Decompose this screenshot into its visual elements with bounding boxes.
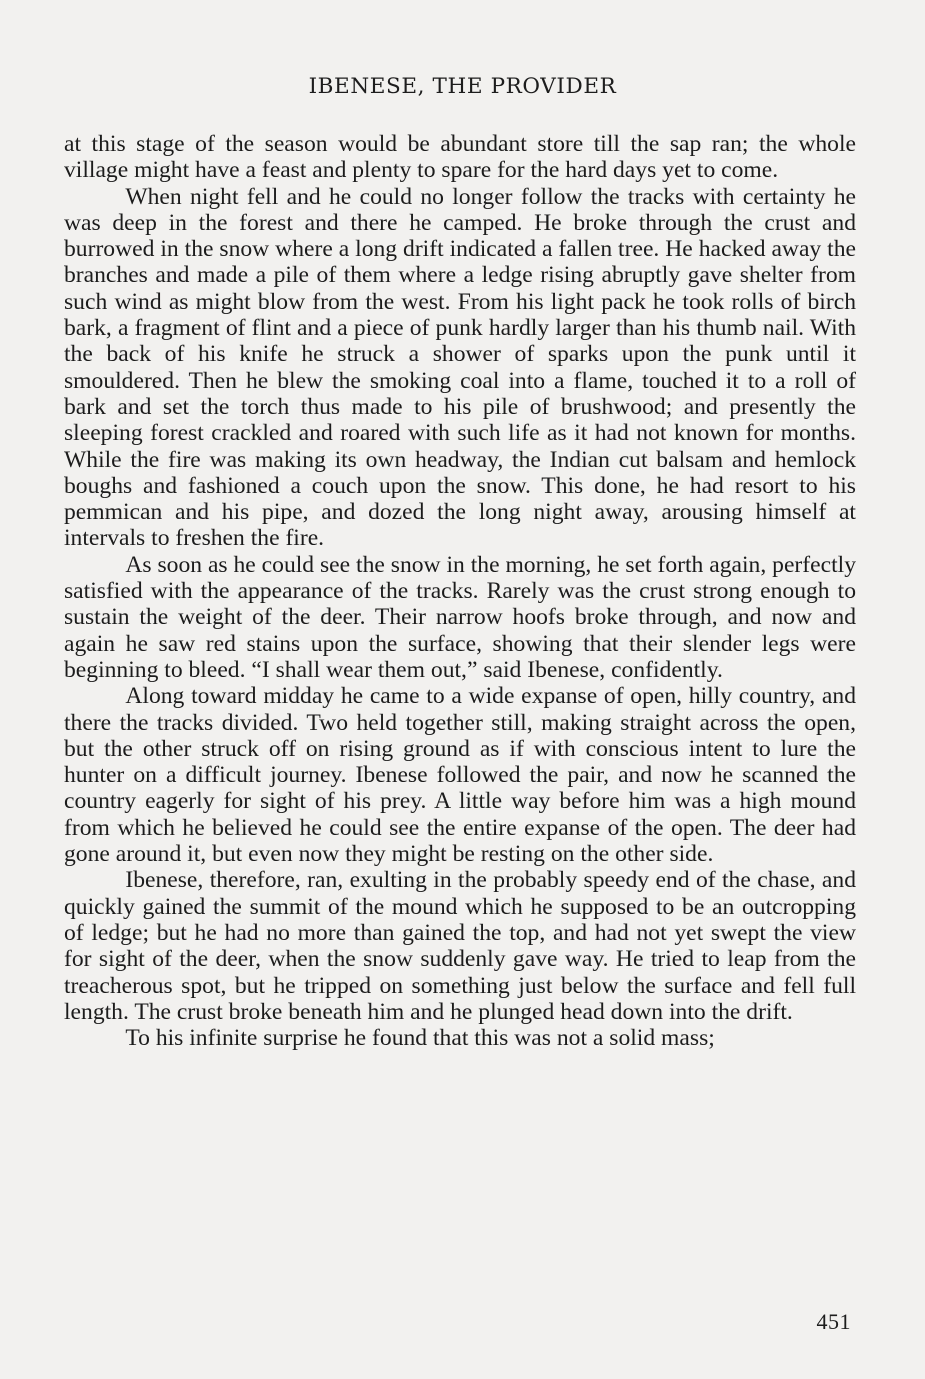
paragraph-5: Ibenese, therefore, ran, exulting in the probably speedy end of the chase, and quickly gained the summit of the mound which he supposed to be an outcropping of ledge; but he had no more than gained the top, and had not yet swept the view for sight of the deer, when the snow suddenly gave way. He tried to leap from the treacherous spot, but he tripped on something just below the surface and fell full length. The crust broke beneath him and he plunged head down into the drift.	[64, 867, 856, 1025]
body-text	[64, 131, 856, 1051]
paragraph-1: at this stage of the season would be abundant store till the sap ran; the whole village might have a feast and plenty to spare for the hard days yet to come.	[64, 131, 856, 184]
page-number: 451	[816, 1309, 851, 1334]
running-head: IBENESE, THE PROVIDER	[308, 74, 617, 99]
paragraph-6: To his infinite surprise he found that this was not a solid mass;	[125, 1025, 715, 1052]
paragraph-2: When night fell and he could no longer follow the tracks with certainty he was deep in the forest and there he camped. He broke through the crust and burrowed in the snow where a long drift indicated a fallen tree. He hacked away the branches and made a pile of them where a ledge rising abruptly gave shelter from such wind as might blow from the west. From his light pack he took rolls of birch bark, a fragment of flint and a piece of punk hardly larger than his thumb nail. With the back of his knife he struck a shower of sparks upon the punk until it smouldered. Then he blew the smoking coal into a flame, touched it to a roll of bark and set the torch thus made to his pile of brushwood; and presently the sleeping forest crackled and roared with such life as it had not known for months. While the fire was making its own headway, the Indian cut balsam and hemlock boughs and fashioned a couch upon the snow. This done, he had resort to his pemmican and his pipe, and dozed the long night away, arousing himself at intervals to freshen the fire.	[64, 183, 856, 552]
paragraph-3: As soon as he could see the snow in the morning, he set forth again, perfectly satisfied with the appearance of the tracks. Rarely was the crust strong enough to sustain the weight of the deer. Their narrow hoofs broke through, and now and again he saw red stains upon the surface, showing that their slender legs were beginning to bleed. “I shall wear them out,” said Ibenese, confidently.	[64, 551, 856, 683]
paragraph-4: Along toward midday he came to a wide expanse of open, hilly country, and there the tracks divided. Two held together still, making straight across the open, but the other struck off on rising ground as if with conscious intent to lure the hunter on a difficult journey. Ibenese followed the pair, and now he scanned the country eagerly for sight of his prey. A little way before him was a high mound from which he believed he could see the entire expanse of the open. The deer had gone around it, but even now they might be resting on the other side.	[64, 683, 856, 868]
